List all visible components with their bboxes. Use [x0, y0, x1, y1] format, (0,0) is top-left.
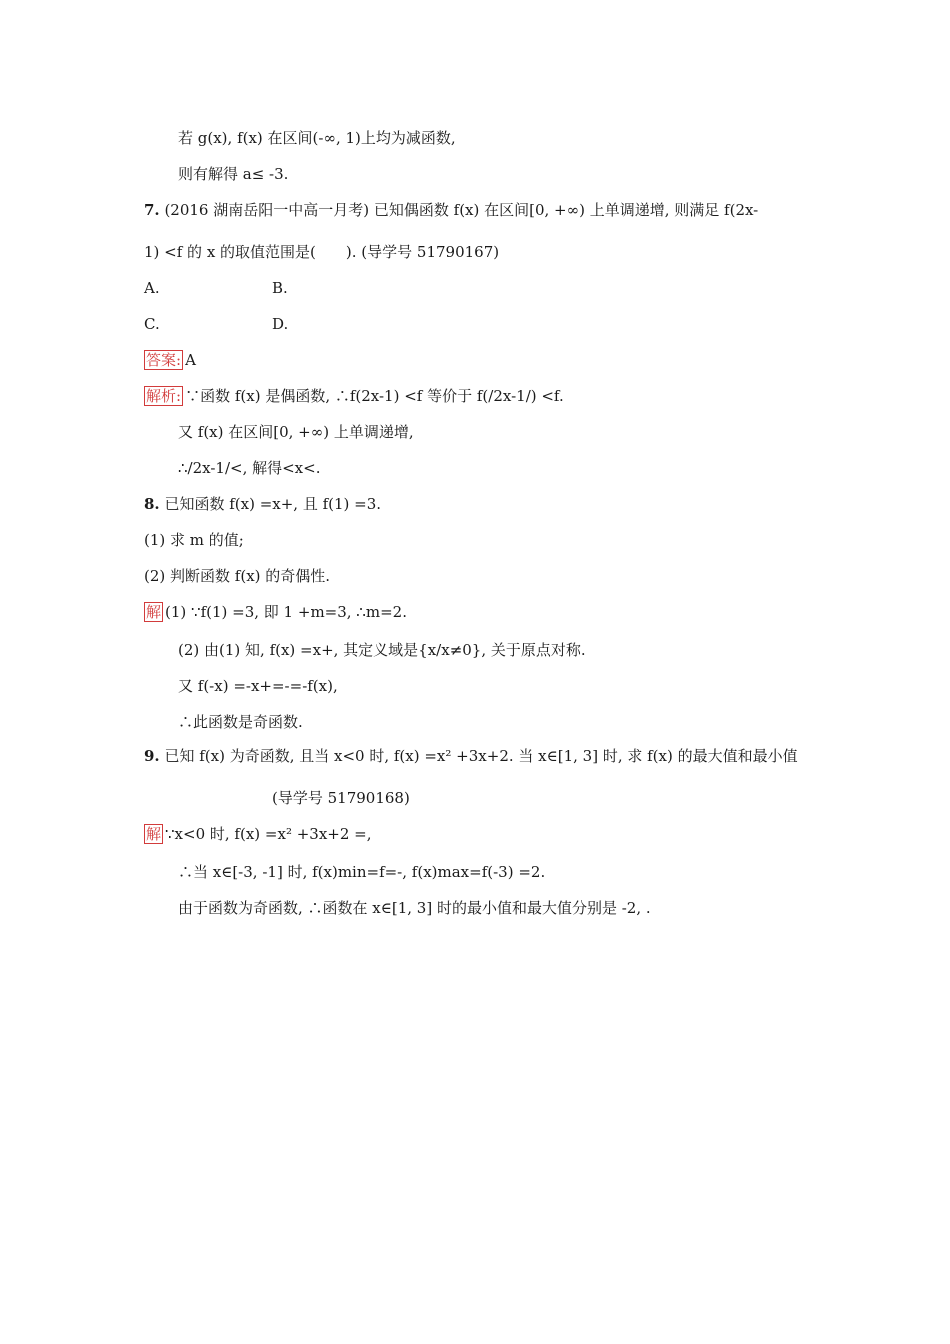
analysis-line-2: 又 f(x) 在区间[0, +∞) 上单调递增,: [178, 423, 414, 441]
q9-number: 9.: [144, 747, 160, 765]
q8-part-2: (2) 判断函数 f(x) 的奇偶性.: [144, 567, 331, 585]
q7-line-2: 1) <f 的 x 的取值范围是( ). (导学号 51790167): [144, 243, 500, 261]
solution-label-8: 解: [146, 603, 162, 621]
q9-solution-2: ∴当 x∈[-3, -1] 时, f(x)min=f=-, f(x)max=f(-3) =2.: [178, 863, 546, 881]
q8-part-1: (1) 求 m 的值;: [144, 531, 244, 549]
analysis-label: 解析:: [146, 387, 182, 405]
q8-text: 已知函数 f(x) =x+, 且 f(1) =3.: [164, 495, 382, 513]
analysis-text: ∵函数 f(x) 是偶函数, ∴f(2x-1) <f 等价于 f(/2x-1/) <f.: [185, 387, 564, 405]
line-1: 若 g(x), f(x) 在区间(-∞, 1)上均为减函数,: [178, 129, 456, 147]
option-c: C.: [144, 315, 160, 333]
q9-solution-3: 由于函数为奇函数, ∴函数在 x∈[1, 3] 时的最小值和最大值分别是 -2, .: [178, 899, 651, 917]
q7-text-1: (2016 湖南岳阳一中高一月考) 已知偶函数 f(x) 在区间[0, +∞) 上单调递增, 则满足 f(2x-: [164, 201, 759, 219]
line-2: 则有解得 a≤ -3.: [178, 165, 289, 183]
option-a: A.: [144, 279, 160, 297]
q8-solution-3: 又 f(-x) =-x+=-=-f(x),: [178, 677, 338, 695]
q8-solution-line: [144, 602, 407, 622]
solution-label-9: 解: [146, 825, 162, 843]
option-b: B.: [272, 279, 288, 297]
q7-line-1: [144, 200, 758, 220]
analysis-line: [144, 386, 564, 406]
q9-solution-text: ∵x<0 时, f(x) =x² +3x+2 =,: [165, 825, 372, 843]
q8-solution-text: (1) ∵f(1) =3, 即 1 +m=3, ∴m=2.: [165, 603, 407, 621]
q9-text: 已知 f(x) 为奇函数, 且当 x<0 时, f(x) =x² +3x+2. 当 x∈[1, 3] 时, 求 f(x) 的最大值和最小值: [164, 747, 798, 765]
option-d: D.: [272, 315, 289, 333]
answer-label: 答案:: [146, 351, 182, 369]
q8-number: 8.: [144, 495, 160, 513]
q9-line-1: [144, 746, 798, 766]
q8-solution-2: (2) 由(1) 知, f(x) =x+, 其定义域是{x/x≠0}, 关于原点对称.: [178, 641, 586, 659]
analysis-line-3: ∴/2x-1/<, 解得<x<.: [178, 459, 321, 477]
q7-number: 7.: [144, 201, 160, 219]
answer-value: A: [185, 351, 196, 369]
q8-line-1: [144, 494, 381, 514]
q9-guide: (导学号 51790168): [272, 789, 410, 807]
answer-line: [144, 350, 196, 370]
q8-solution-4: ∴此函数是奇函数.: [178, 713, 303, 731]
q9-solution-line: [144, 824, 372, 844]
